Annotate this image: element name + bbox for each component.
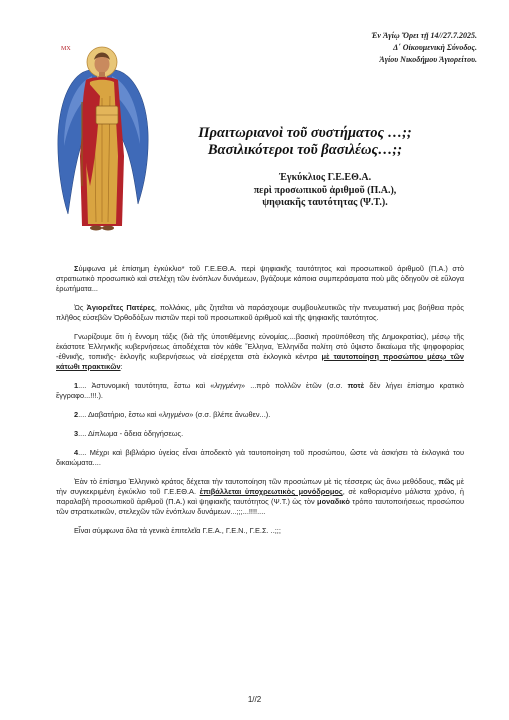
paragraph-1 bbox=[56, 264, 464, 294]
item-1-a: .... Ἀστυνομικὴ ταυτότητα, ἔστω καὶ « bbox=[78, 381, 215, 390]
p5-g: τρόπο ταυτοποιήσεως προσώπου τῶν στρατιωτικῶν, στελεχῶν τῶν ἐνόπλων δυνάμεων...;;;...!!!!.... bbox=[56, 497, 464, 516]
title-line-1: Πραιτωριανοὶ τοῦ συστήματος …;; bbox=[198, 125, 412, 141]
paragraph-5 bbox=[56, 477, 464, 517]
p5-f: μοναδικὸ bbox=[317, 497, 350, 506]
paragraph-3 bbox=[56, 332, 464, 372]
item-2-b: ληγμένο bbox=[162, 410, 190, 419]
list-item-1 bbox=[56, 381, 464, 401]
page-number: 1//2 bbox=[247, 695, 262, 704]
p5-e: , σὲ καθορισμένο μάλιστα χρόνο, ἡ παραλαβὴ προσωπικοῦ ἀριθμοῦ (Π.Α.) καὶ ψηφιακῆς ταυτότητος (Ψ.Τ.) ὡς τὸν bbox=[56, 487, 464, 506]
icon-monogram: ΜΧ bbox=[61, 46, 71, 52]
p5-c: μὲ τὴν συγκεκριμένη ἐγκύκλιο τοῦ Γ.Ε.ΕΘ.Α. bbox=[56, 477, 464, 496]
document-body bbox=[56, 264, 464, 545]
list-item-2 bbox=[56, 410, 464, 420]
item-2-a: .... Διαβατήριο, ἔστω καὶ « bbox=[78, 410, 163, 419]
item-1-c: » ...πρὸ πολλῶν ἐτῶν (σ.σ. bbox=[240, 381, 348, 390]
drop-cap: Σ bbox=[74, 264, 79, 273]
subtitle-line-1: Ἐγκύκλιος Γ.Ε.ΕΘ.Α. bbox=[278, 172, 372, 183]
p2-text-a: Ὡς bbox=[74, 303, 87, 312]
header-author-line: Ἁγίου Νικοδήμου Ἁγιορείτου. bbox=[379, 55, 477, 64]
subtitle bbox=[210, 172, 440, 210]
main-title bbox=[170, 125, 440, 159]
p3-underlined: μὲ ταυτοποίηση προσώπου μέσῳ τῶν κάτωθι πρακτικῶν bbox=[56, 352, 464, 371]
paragraph-1-text: ύμφωνα μὲ ἐπίσημη ἐγκύκλιο* τοῦ Γ.Ε.ΕΘ.Α. περὶ ψηφιακῆς ταυτότητος καὶ προσωπικοῦ ἀριθμοῦ (Π.Α.) στὸ στρατιωτικὸ προσωπικὸ καὶ στελέχη τῶν ἐνόπλων δυνάμεων, βγάζουμε κάποια συμπεράσματα ποὺ μᾶς ὁδηγοῦν σὲ εὔλογα ἐρωτήματα... bbox=[56, 264, 464, 293]
p3-text-c: : bbox=[120, 362, 123, 371]
item-2-number: 2 bbox=[74, 410, 79, 419]
item-1-number: 1 bbox=[74, 381, 79, 390]
item-1-d: ποτὲ bbox=[347, 381, 365, 390]
paragraph-2 bbox=[56, 303, 464, 323]
paragraph-6: Εἶναι σύμφωνα ὅλα τὰ γενικὰ ἐπιτελεῖα Γ.Ε.Α., Γ.Ε.Ν., Γ.Ε.Σ. ..;;; bbox=[74, 526, 281, 535]
p3-text-a: Γνωρίζουμε ὅτι ἡ ἔννομη τάξις (διὰ τῆς ὑποτιθέμενης εὐνομίας....βασικὴ προϋπόθεση τῆς Δημοκρατίας), μέσῳ τῆς ἑκάστοτε Ἑλληνικῆς κυβερνήσεως ἀποδέχεται τὸν κάθε Ἕλληνα, Ἑλληνίδα πολίτη στὸ ὕψιστο δικαίωμα τῆς ψηφοφορίας -ἐθνικῆς, τοπικῆς- ἐκλογῆς κυβερνήσεως νὰ εἰσέρχεται στὰ ἐκλογικὰ κέντρα bbox=[56, 332, 464, 361]
item-1-b: ληγμένη bbox=[214, 381, 241, 390]
title-line-2: Βασιλικότεροι τοῦ βασιλέως…;; bbox=[207, 142, 403, 158]
item-4-number: 4 bbox=[74, 448, 79, 457]
p2-bold: Ἁγιορεῖτες Πατέρες bbox=[86, 303, 155, 312]
p5-a: Ἐὰν τὸ ἐπίσημο Ἑλληνικὸ κράτος δέχεται τὴν ταυτοποίηση τῶν προσώπων μὲ τὶς τέσσερις ὡς ἄνω μεθόδους, bbox=[74, 477, 439, 486]
item-1-e: δὲν λήγει ἐπίσημο κρατικὸ ἔγγραφο...!!!.). bbox=[56, 381, 464, 400]
list-item-4 bbox=[56, 448, 464, 468]
item-4-a: .... Μέχρι καὶ βιβλιάριο ὑγείας εἶναι ἀποδεκτὸ γιὰ ταυτοποίηση τοῦ προσώπου, ὥστε νὰ ἀσκήσει τὰ ἐκλογικά του δικαιώματα.... bbox=[56, 448, 464, 467]
subtitle-line-2: περὶ προσωπικοῦ ἀριθμοῦ (Π.Α.), bbox=[253, 184, 397, 196]
archangel-icon bbox=[52, 36, 152, 236]
p5-b: πῶς bbox=[438, 477, 455, 486]
header-synod-line: Δ΄ Οἰκουμενικὴ Σύνοδος. bbox=[393, 43, 477, 52]
p2-text-c: , πολλάκις, μᾶς ζητεῖται νὰ παράσχουμε συμβουλευτικῶς τὴν πνευματική μας βοήθεια πρὸς πλῆθος εὐσεβῶν Ὀρθοδόξων πιστῶν περὶ τοῦ προσωπικοῦ ἀριθμοῦ καὶ τῆς ψηφιακῆς ταυτότητος. bbox=[56, 303, 464, 322]
header-date-line: Ἐν Ἁγίῳ Ὄρει τῇ 14//27.7.2025. bbox=[371, 31, 477, 40]
subtitle-line-3: ψηφιακῆς ταυτότητας (Ψ.Τ.). bbox=[262, 197, 388, 208]
list-item-3 bbox=[56, 429, 464, 439]
p5-d: ἐπιβάλλεται ὑποχρεωτικὸς μονόδρομος bbox=[199, 487, 343, 496]
item-2-c: » (σ.σ. βλέπε ἄνωθεν...). bbox=[189, 410, 271, 419]
date-location-header bbox=[277, 30, 477, 66]
item-3-a: .... Δίπλωμα - ἄδεια ὁδηγήσεως. bbox=[78, 429, 184, 438]
item-3-number: 3 bbox=[74, 429, 79, 438]
